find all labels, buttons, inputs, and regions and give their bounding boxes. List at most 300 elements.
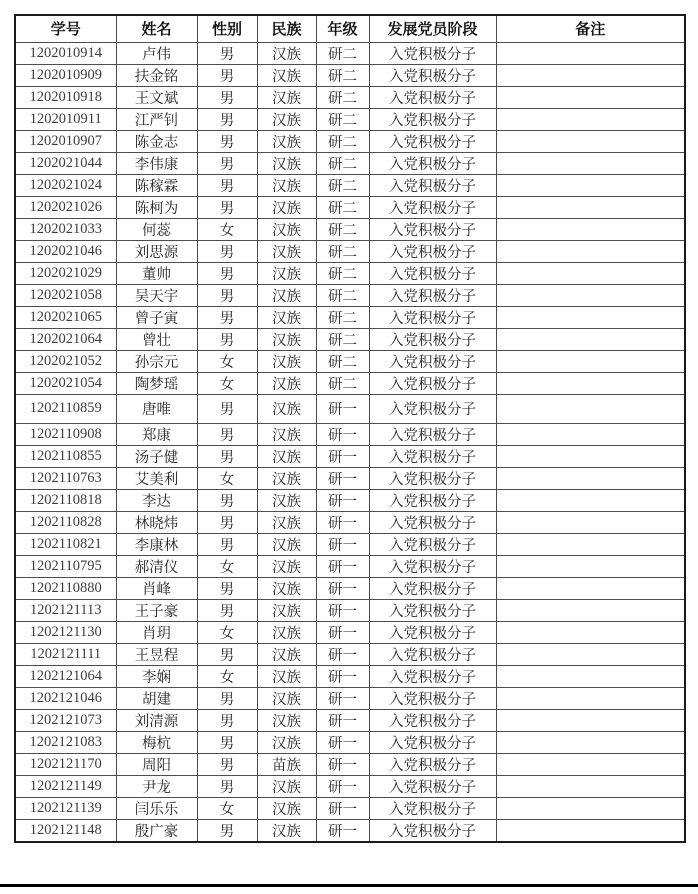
table-row (15, 665, 685, 687)
table-cell: 陈稼霖 (116, 174, 197, 196)
table-cell: 研一 (316, 394, 369, 423)
table-cell: 陈金志 (116, 130, 197, 152)
table-cell: 研二 (316, 284, 369, 306)
table-cell: 男 (197, 152, 257, 174)
table-cell: 汉族 (257, 328, 316, 350)
table-cell: 1202110855 (15, 445, 116, 467)
table-cell: 1202110908 (15, 423, 116, 445)
table-cell: 郝清仪 (116, 555, 197, 577)
table-row (15, 284, 685, 306)
table-cell: 入党积极分子 (369, 665, 496, 687)
table-cell: 入党积极分子 (369, 306, 496, 328)
table-cell (496, 262, 685, 284)
table-cell: 女 (197, 467, 257, 489)
table-cell: 研一 (316, 709, 369, 731)
table-row (15, 130, 685, 152)
table-cell (496, 423, 685, 445)
table-row (15, 489, 685, 511)
table-cell: 研二 (316, 152, 369, 174)
table-cell: 入党积极分子 (369, 445, 496, 467)
table-cell: 1202110818 (15, 489, 116, 511)
table-row (15, 533, 685, 555)
table-cell: 汉族 (257, 775, 316, 797)
table-cell: 男 (197, 731, 257, 753)
table-cell: 入党积极分子 (369, 797, 496, 819)
table-cell: 男 (197, 775, 257, 797)
table-cell: 研一 (316, 423, 369, 445)
table-row (15, 372, 685, 394)
table-header-cell: 年级 (316, 15, 369, 42)
table-cell: 研二 (316, 372, 369, 394)
table-cell (496, 665, 685, 687)
table-cell: 入党积极分子 (369, 687, 496, 709)
table-cell: 研一 (316, 489, 369, 511)
table-cell (496, 394, 685, 423)
table-row (15, 687, 685, 709)
table-cell (496, 533, 685, 555)
table-row (15, 108, 685, 130)
table-cell: 1202021046 (15, 240, 116, 262)
table-cell: 1202121083 (15, 731, 116, 753)
table-header-cell: 姓名 (116, 15, 197, 42)
table-cell: 王昱程 (116, 643, 197, 665)
table-cell: 男 (197, 196, 257, 218)
table-row (15, 306, 685, 328)
table-row (15, 262, 685, 284)
table-row (15, 152, 685, 174)
table-cell: 周阳 (116, 753, 197, 775)
table-row (15, 643, 685, 665)
table-cell: 王子豪 (116, 599, 197, 621)
table-cell (496, 372, 685, 394)
table-cell: 男 (197, 753, 257, 775)
table-cell: 男 (197, 709, 257, 731)
table-cell: 男 (197, 174, 257, 196)
table-cell: 研二 (316, 196, 369, 218)
table-cell: 何蕊 (116, 218, 197, 240)
table-cell: 汉族 (257, 687, 316, 709)
table-cell: 1202121046 (15, 687, 116, 709)
table-cell: 研一 (316, 555, 369, 577)
table-cell: 1202010907 (15, 130, 116, 152)
table-cell (496, 86, 685, 108)
table-cell: 研二 (316, 108, 369, 130)
table-cell (496, 174, 685, 196)
table-cell (496, 819, 685, 842)
table-cell (496, 577, 685, 599)
table-cell: 男 (197, 64, 257, 86)
table-cell: 女 (197, 555, 257, 577)
table-cell: 研二 (316, 240, 369, 262)
table-cell (496, 445, 685, 467)
table-cell: 汉族 (257, 489, 316, 511)
table-cell: 汉族 (257, 394, 316, 423)
table-cell (496, 350, 685, 372)
table-cell: 刘清源 (116, 709, 197, 731)
table-cell: 陈柯为 (116, 196, 197, 218)
table-cell: 女 (197, 665, 257, 687)
table-cell: 刘思源 (116, 240, 197, 262)
table-cell: 入党积极分子 (369, 218, 496, 240)
table-cell: 研一 (316, 665, 369, 687)
table-cell: 研二 (316, 262, 369, 284)
table-cell (496, 753, 685, 775)
table-cell: 汉族 (257, 467, 316, 489)
table-cell: 入党积极分子 (369, 64, 496, 86)
table-cell: 唐唯 (116, 394, 197, 423)
table-cell: 梅杭 (116, 731, 197, 753)
table-cell: 1202021052 (15, 350, 116, 372)
table-cell: 1202021024 (15, 174, 116, 196)
table-cell: 研一 (316, 511, 369, 533)
table-cell: 研二 (316, 218, 369, 240)
table-cell: 入党积极分子 (369, 86, 496, 108)
table-row (15, 328, 685, 350)
table-cell: 1202121139 (15, 797, 116, 819)
table-cell: 尹龙 (116, 775, 197, 797)
page-bottom-rule (0, 884, 698, 887)
table-cell: 男 (197, 284, 257, 306)
table-cell: 女 (197, 372, 257, 394)
table-header-cell: 学号 (15, 15, 116, 42)
table-cell: 1202021033 (15, 218, 116, 240)
table-cell: 1202021029 (15, 262, 116, 284)
table-cell: 汉族 (257, 731, 316, 753)
table-cell (496, 643, 685, 665)
table-cell: 男 (197, 489, 257, 511)
table-cell: 汉族 (257, 621, 316, 643)
table-cell: 李娴 (116, 665, 197, 687)
table-cell (496, 599, 685, 621)
table-cell: 男 (197, 328, 257, 350)
table-cell: 1202110859 (15, 394, 116, 423)
table-cell: 入党积极分子 (369, 284, 496, 306)
table-cell: 研一 (316, 467, 369, 489)
table-cell: 男 (197, 306, 257, 328)
table-cell (496, 196, 685, 218)
table-cell: 李康林 (116, 533, 197, 555)
table-row (15, 819, 685, 842)
table-cell: 研一 (316, 599, 369, 621)
table-cell: 男 (197, 108, 257, 130)
table-cell: 研二 (316, 86, 369, 108)
table-cell: 汉族 (257, 130, 316, 152)
table-cell: 汉族 (257, 240, 316, 262)
table-header-cell: 发展党员阶段 (369, 15, 496, 42)
table-cell: 曾壮 (116, 328, 197, 350)
table-cell: 入党积极分子 (369, 372, 496, 394)
table-cell: 1202121064 (15, 665, 116, 687)
table-cell: 研一 (316, 621, 369, 643)
table-cell: 1202010909 (15, 64, 116, 86)
table-row (15, 753, 685, 775)
table-cell: 1202110763 (15, 467, 116, 489)
table-row (15, 86, 685, 108)
table-cell: 汉族 (257, 819, 316, 842)
table-cell: 苗族 (257, 753, 316, 775)
table-cell: 汉族 (257, 577, 316, 599)
table-row (15, 218, 685, 240)
table-row (15, 731, 685, 753)
table-cell (496, 152, 685, 174)
table-cell: 汉族 (257, 64, 316, 86)
table-cell: 研一 (316, 775, 369, 797)
table-cell (496, 306, 685, 328)
table-cell: 汉族 (257, 533, 316, 555)
table-cell: 男 (197, 240, 257, 262)
table-cell: 汉族 (257, 174, 316, 196)
table-cell: 男 (197, 577, 257, 599)
table-cell (496, 218, 685, 240)
table-cell (496, 555, 685, 577)
table-row (15, 577, 685, 599)
table-cell: 入党积极分子 (369, 753, 496, 775)
table-cell: 汉族 (257, 665, 316, 687)
table-cell (496, 687, 685, 709)
table-cell (496, 621, 685, 643)
table-cell (496, 709, 685, 731)
table-cell: 入党积极分子 (369, 350, 496, 372)
table-cell: 1202021064 (15, 328, 116, 350)
table-row (15, 423, 685, 445)
table-cell: 入党积极分子 (369, 577, 496, 599)
table-cell: 汉族 (257, 423, 316, 445)
table-row (15, 174, 685, 196)
table-cell: 胡建 (116, 687, 197, 709)
table-cell: 入党积极分子 (369, 775, 496, 797)
table-cell: 研二 (316, 350, 369, 372)
table-cell: 1202021054 (15, 372, 116, 394)
table-cell: 男 (197, 643, 257, 665)
table-cell: 研二 (316, 130, 369, 152)
table-cell: 1202021065 (15, 306, 116, 328)
table-cell (496, 467, 685, 489)
table-cell: 汉族 (257, 306, 316, 328)
table-cell: 入党积极分子 (369, 328, 496, 350)
table-cell: 1202021044 (15, 152, 116, 174)
table-cell (496, 130, 685, 152)
table-cell: 研二 (316, 306, 369, 328)
table-cell: 1202021026 (15, 196, 116, 218)
table-cell: 男 (197, 394, 257, 423)
table-row (15, 196, 685, 218)
table-cell: 汉族 (257, 86, 316, 108)
table-cell: 江严钊 (116, 108, 197, 130)
table-cell: 汉族 (257, 599, 316, 621)
table-cell: 男 (197, 533, 257, 555)
table-cell: 汉族 (257, 643, 316, 665)
table-cell: 1202010918 (15, 86, 116, 108)
table-cell: 汉族 (257, 284, 316, 306)
table-cell: 研一 (316, 753, 369, 775)
table-cell: 1202110828 (15, 511, 116, 533)
table-cell: 艾美利 (116, 467, 197, 489)
table-cell: 1202010911 (15, 108, 116, 130)
table-cell: 入党积极分子 (369, 174, 496, 196)
table-cell: 研一 (316, 731, 369, 753)
table-header (15, 15, 685, 42)
table-cell: 林晓炜 (116, 511, 197, 533)
table-header-row (15, 15, 685, 42)
table-cell: 女 (197, 621, 257, 643)
table-cell: 卢伟 (116, 42, 197, 64)
table-cell: 扶金铭 (116, 64, 197, 86)
table-row (15, 350, 685, 372)
table-row (15, 621, 685, 643)
table-cell: 汉族 (257, 709, 316, 731)
table-cell: 陶梦瑶 (116, 372, 197, 394)
table-cell: 汉族 (257, 445, 316, 467)
table-cell: 入党积极分子 (369, 108, 496, 130)
table-cell: 入党积极分子 (369, 599, 496, 621)
table-row (15, 42, 685, 64)
table-cell: 男 (197, 445, 257, 467)
table-row (15, 394, 685, 423)
table-cell (496, 489, 685, 511)
table-cell: 汉族 (257, 511, 316, 533)
table-cell: 研一 (316, 445, 369, 467)
table-cell: 1202110880 (15, 577, 116, 599)
table-cell (496, 797, 685, 819)
table-cell: 1202121111 (15, 643, 116, 665)
table-cell: 男 (197, 423, 257, 445)
table-cell: 研二 (316, 64, 369, 86)
table-cell: 入党积极分子 (369, 130, 496, 152)
table-row (15, 511, 685, 533)
table-cell: 汤子健 (116, 445, 197, 467)
table-cell: 董帅 (116, 262, 197, 284)
table-cell: 入党积极分子 (369, 152, 496, 174)
table-row (15, 709, 685, 731)
table-cell: 吴天宇 (116, 284, 197, 306)
table-cell: 1202121170 (15, 753, 116, 775)
table-row (15, 555, 685, 577)
table-cell: 入党积极分子 (369, 819, 496, 842)
table-cell: 研二 (316, 42, 369, 64)
table-cell: 研二 (316, 328, 369, 350)
table-row (15, 467, 685, 489)
table-cell: 1202121148 (15, 819, 116, 842)
table-cell: 汉族 (257, 196, 316, 218)
table-cell: 汉族 (257, 42, 316, 64)
table-cell: 入党积极分子 (369, 511, 496, 533)
table-cell: 入党积极分子 (369, 555, 496, 577)
table-cell: 男 (197, 511, 257, 533)
table-cell: 入党积极分子 (369, 731, 496, 753)
table-cell (496, 731, 685, 753)
table-cell (496, 775, 685, 797)
table-body (15, 42, 685, 842)
table-cell: 研二 (316, 174, 369, 196)
table-cell (496, 42, 685, 64)
table-cell: 研一 (316, 577, 369, 599)
table-cell: 女 (197, 218, 257, 240)
party-member-roster-table (14, 14, 686, 843)
table-header-cell: 民族 (257, 15, 316, 42)
table-cell: 肖玥 (116, 621, 197, 643)
table-cell: 汉族 (257, 350, 316, 372)
table-cell: 男 (197, 599, 257, 621)
table-cell: 1202110821 (15, 533, 116, 555)
table-row (15, 797, 685, 819)
table-row (15, 599, 685, 621)
table-cell: 1202121113 (15, 599, 116, 621)
table-cell: 入党积极分子 (369, 262, 496, 284)
table-cell: 1202121149 (15, 775, 116, 797)
table-cell: 1202021058 (15, 284, 116, 306)
table-cell: 男 (197, 819, 257, 842)
table-cell (496, 64, 685, 86)
table-cell: 男 (197, 130, 257, 152)
table-cell: 孙宗元 (116, 350, 197, 372)
table-cell: 汉族 (257, 152, 316, 174)
table-cell: 入党积极分子 (369, 643, 496, 665)
table-cell (496, 511, 685, 533)
table-cell: 闫乐乐 (116, 797, 197, 819)
table-cell (496, 108, 685, 130)
table-header-cell: 备注 (496, 15, 685, 42)
table-cell: 入党积极分子 (369, 42, 496, 64)
table-cell: 女 (197, 797, 257, 819)
table-cell: 男 (197, 42, 257, 64)
table-cell: 入党积极分子 (369, 196, 496, 218)
table-cell: 研一 (316, 687, 369, 709)
table-row (15, 445, 685, 467)
table-cell: 入党积极分子 (369, 489, 496, 511)
table-cell: 李达 (116, 489, 197, 511)
table-cell: 研一 (316, 533, 369, 555)
table-cell (496, 284, 685, 306)
table-cell: 1202121073 (15, 709, 116, 731)
table-header-cell: 性别 (197, 15, 257, 42)
table-cell: 王文斌 (116, 86, 197, 108)
table-cell (496, 240, 685, 262)
table-cell: 女 (197, 350, 257, 372)
table-cell: 入党积极分子 (369, 423, 496, 445)
table-cell: 男 (197, 687, 257, 709)
table-cell: 1202110795 (15, 555, 116, 577)
table-cell: 1202121130 (15, 621, 116, 643)
table-cell: 汉族 (257, 108, 316, 130)
table-cell: 李伟康 (116, 152, 197, 174)
table-cell: 曾子寅 (116, 306, 197, 328)
table-cell: 汉族 (257, 262, 316, 284)
table-row (15, 775, 685, 797)
table-cell: 殷广豪 (116, 819, 197, 842)
table-cell: 研一 (316, 643, 369, 665)
table-cell: 1202010914 (15, 42, 116, 64)
table-cell: 汉族 (257, 218, 316, 240)
table-cell: 研一 (316, 819, 369, 842)
table-cell: 汉族 (257, 797, 316, 819)
table-cell (496, 328, 685, 350)
table-cell: 研一 (316, 797, 369, 819)
table-row (15, 64, 685, 86)
table-cell: 男 (197, 86, 257, 108)
table-cell: 入党积极分子 (369, 240, 496, 262)
table-cell: 入党积极分子 (369, 621, 496, 643)
table-cell: 郑康 (116, 423, 197, 445)
table-row (15, 240, 685, 262)
table-cell: 入党积极分子 (369, 467, 496, 489)
table-cell: 入党积极分子 (369, 533, 496, 555)
table-cell: 入党积极分子 (369, 709, 496, 731)
table-cell: 汉族 (257, 372, 316, 394)
table-cell: 汉族 (257, 555, 316, 577)
table-cell: 男 (197, 262, 257, 284)
table-cell: 肖峰 (116, 577, 197, 599)
table-cell: 入党积极分子 (369, 394, 496, 423)
